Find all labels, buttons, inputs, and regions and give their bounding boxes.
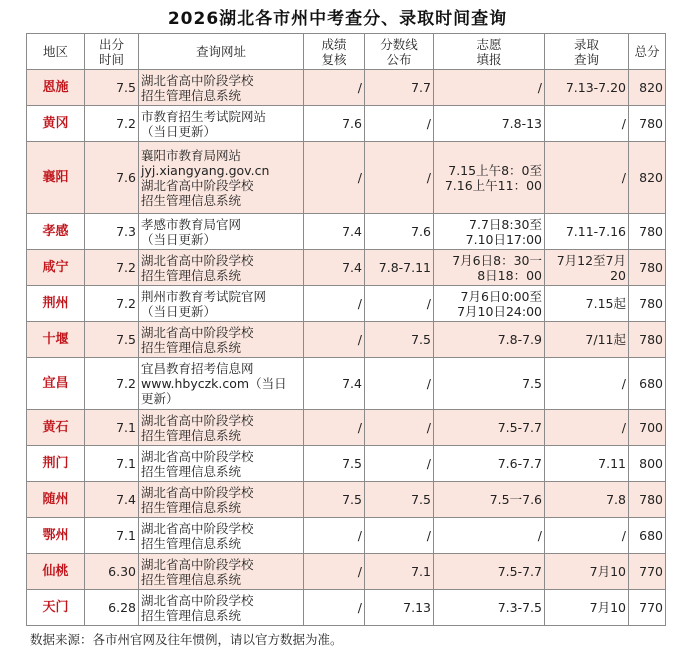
cell-admission: 7.11 xyxy=(545,446,629,482)
cell-cutoff: 7.7 xyxy=(365,70,434,106)
cell-url: 湖北省高中阶段学校 招生管理信息系统 xyxy=(139,410,304,446)
cell-region: 荆州 xyxy=(27,286,85,322)
cell-cutoff: / xyxy=(365,286,434,322)
cell-admission: 7/11起 xyxy=(545,322,629,358)
source-note: 数据来源：各市州官网及往年惯例，请以官方数据为准。 xyxy=(30,632,343,647)
cell-region: 荆门 xyxy=(27,446,85,482)
cell-score-time: 7.2 xyxy=(85,250,139,286)
cell-application: 7月6日8：30一 8日18：00 xyxy=(434,250,545,286)
cell-admission: / xyxy=(545,410,629,446)
cell-application: 7月6日0:00至 7月10日24:00 xyxy=(434,286,545,322)
table-row xyxy=(27,518,666,554)
table-row xyxy=(27,286,666,322)
cell-cutoff: 7.1 xyxy=(365,554,434,590)
cell-admission: 7.13-7.20 xyxy=(545,70,629,106)
cell-url: 湖北省高中阶段学校 招生管理信息系统 xyxy=(139,554,304,590)
cell-score-time: 7.6 xyxy=(85,142,139,214)
table-row xyxy=(27,250,666,286)
cell-score-time: 6.30 xyxy=(85,554,139,590)
header-cutoff: 分数线 公布 xyxy=(365,34,434,70)
table-row xyxy=(27,410,666,446)
cell-score-time: 7.1 xyxy=(85,518,139,554)
table-body xyxy=(27,70,666,626)
table-row xyxy=(27,358,666,410)
cell-total: 820 xyxy=(629,142,666,214)
cell-total: 700 xyxy=(629,410,666,446)
cell-total: 780 xyxy=(629,286,666,322)
cell-recheck: / xyxy=(304,142,365,214)
cell-url: 湖北省高中阶段学校 招生管理信息系统 xyxy=(139,590,304,626)
cell-total: 780 xyxy=(629,106,666,142)
cell-total: 780 xyxy=(629,250,666,286)
table-row xyxy=(27,482,666,518)
cell-admission: 7月10 xyxy=(545,590,629,626)
cell-region: 黄冈 xyxy=(27,106,85,142)
header-url: 查询网址 xyxy=(139,34,304,70)
cell-url: 荆州市教育考试院官网 （当日更新） xyxy=(139,286,304,322)
cell-url: 湖北省高中阶段学校 招生管理信息系统 xyxy=(139,322,304,358)
cell-recheck: / xyxy=(304,554,365,590)
header-total: 总分 xyxy=(629,34,666,70)
cell-region: 咸宁 xyxy=(27,250,85,286)
cell-application: 7.8-13 xyxy=(434,106,545,142)
cell-score-time: 7.1 xyxy=(85,410,139,446)
cell-score-time: 7.5 xyxy=(85,70,139,106)
cell-url: 襄阳市教育局网站 jyj.xiangyang.gov.cn 湖北省高中阶段学校 招生管理信息系统 xyxy=(139,142,304,214)
cell-url: 宜昌教育招考信息网 www.hbyczk.com（当日 更新） xyxy=(139,358,304,410)
cell-admission: 7.11-7.16 xyxy=(545,214,629,250)
cell-total: 770 xyxy=(629,590,666,626)
cell-recheck: / xyxy=(304,518,365,554)
table-row xyxy=(27,70,666,106)
cell-region: 仙桃 xyxy=(27,554,85,590)
cell-cutoff: / xyxy=(365,446,434,482)
cell-score-time: 7.5 xyxy=(85,322,139,358)
cell-cutoff: 7.5 xyxy=(365,482,434,518)
cell-total: 780 xyxy=(629,322,666,358)
cell-application: / xyxy=(434,518,545,554)
table-row xyxy=(27,322,666,358)
cell-application: 7.3-7.5 xyxy=(434,590,545,626)
cell-admission: 7.15起 xyxy=(545,286,629,322)
cell-total: 780 xyxy=(629,482,666,518)
cell-admission: 7月10 xyxy=(545,554,629,590)
cell-cutoff: / xyxy=(365,410,434,446)
table-row xyxy=(27,214,666,250)
cell-application: 7.7日8:30至 7.10日17:00 xyxy=(434,214,545,250)
cell-cutoff: 7.5 xyxy=(365,322,434,358)
cell-recheck: 7.4 xyxy=(304,214,365,250)
cell-recheck: / xyxy=(304,70,365,106)
cell-recheck: 7.6 xyxy=(304,106,365,142)
cell-recheck: / xyxy=(304,322,365,358)
cell-application: 7.8-7.9 xyxy=(434,322,545,358)
header-recheck: 成绩 复核 xyxy=(304,34,365,70)
table-header-row xyxy=(27,34,666,70)
table-row xyxy=(27,554,666,590)
cell-url: 湖北省高中阶段学校 招生管理信息系统 xyxy=(139,446,304,482)
cell-total: 680 xyxy=(629,518,666,554)
cell-url: 湖北省高中阶段学校 招生管理信息系统 xyxy=(139,250,304,286)
cell-application: 7.5-7.7 xyxy=(434,554,545,590)
cell-recheck: 7.4 xyxy=(304,250,365,286)
schedule-table xyxy=(26,33,666,626)
cell-cutoff: 7.6 xyxy=(365,214,434,250)
cell-region: 孝感 xyxy=(27,214,85,250)
cell-admission: / xyxy=(545,142,629,214)
table-row xyxy=(27,106,666,142)
cell-application: 7.5一7.6 xyxy=(434,482,545,518)
cell-url: 市教育招生考试院网站 （当日更新） xyxy=(139,106,304,142)
table-row xyxy=(27,446,666,482)
cell-total: 800 xyxy=(629,446,666,482)
cell-score-time: 7.2 xyxy=(85,106,139,142)
table-row xyxy=(27,590,666,626)
cell-admission: 7月12至7月20 xyxy=(545,250,629,286)
cell-region: 宜昌 xyxy=(27,358,85,410)
cell-application: 7.15上午8：0至 7.16上午11：00 xyxy=(434,142,545,214)
cell-cutoff: / xyxy=(365,518,434,554)
table-row xyxy=(27,142,666,214)
cell-recheck: / xyxy=(304,590,365,626)
cell-region: 十堰 xyxy=(27,322,85,358)
cell-recheck: 7.5 xyxy=(304,482,365,518)
cell-recheck: / xyxy=(304,286,365,322)
cell-admission: / xyxy=(545,358,629,410)
cell-score-time: 6.28 xyxy=(85,590,139,626)
header-score-time: 出分 时间 xyxy=(85,34,139,70)
cell-url: 孝感市教育局官网 （当日更新） xyxy=(139,214,304,250)
cell-region: 鄂州 xyxy=(27,518,85,554)
cell-url: 湖北省高中阶段学校 招生管理信息系统 xyxy=(139,482,304,518)
cell-score-time: 7.3 xyxy=(85,214,139,250)
header-region: 地区 xyxy=(27,34,85,70)
cell-region: 恩施 xyxy=(27,70,85,106)
cell-application: / xyxy=(434,70,545,106)
cell-score-time: 7.2 xyxy=(85,286,139,322)
cell-cutoff: 7.8-7.11 xyxy=(365,250,434,286)
cell-recheck: 7.4 xyxy=(304,358,365,410)
cell-cutoff: / xyxy=(365,142,434,214)
cell-region: 随州 xyxy=(27,482,85,518)
cell-score-time: 7.4 xyxy=(85,482,139,518)
cell-url: 湖北省高中阶段学校 招生管理信息系统 xyxy=(139,70,304,106)
page-title: 2026湖北各市州中考查分、录取时间查询 xyxy=(167,9,508,29)
cell-region: 襄阳 xyxy=(27,142,85,214)
header-admission: 录取 查询 xyxy=(545,34,629,70)
cell-region: 天门 xyxy=(27,590,85,626)
cell-application: 7.6-7.7 xyxy=(434,446,545,482)
cell-recheck: / xyxy=(304,410,365,446)
cell-recheck: 7.5 xyxy=(304,446,365,482)
cell-admission: / xyxy=(545,518,629,554)
header-application: 志愿 填报 xyxy=(434,34,545,70)
cell-region: 黄石 xyxy=(27,410,85,446)
cell-admission: / xyxy=(545,106,629,142)
cell-score-time: 7.1 xyxy=(85,446,139,482)
cell-total: 770 xyxy=(629,554,666,590)
cell-total: 680 xyxy=(629,358,666,410)
cell-application: 7.5-7.7 xyxy=(434,410,545,446)
cell-url: 湖北省高中阶段学校 招生管理信息系统 xyxy=(139,518,304,554)
cell-total: 780 xyxy=(629,214,666,250)
cell-cutoff: 7.13 xyxy=(365,590,434,626)
cell-cutoff: / xyxy=(365,358,434,410)
cell-cutoff: / xyxy=(365,106,434,142)
cell-application: 7.5 xyxy=(434,358,545,410)
cell-score-time: 7.2 xyxy=(85,358,139,410)
cell-total: 820 xyxy=(629,70,666,106)
cell-admission: 7.8 xyxy=(545,482,629,518)
